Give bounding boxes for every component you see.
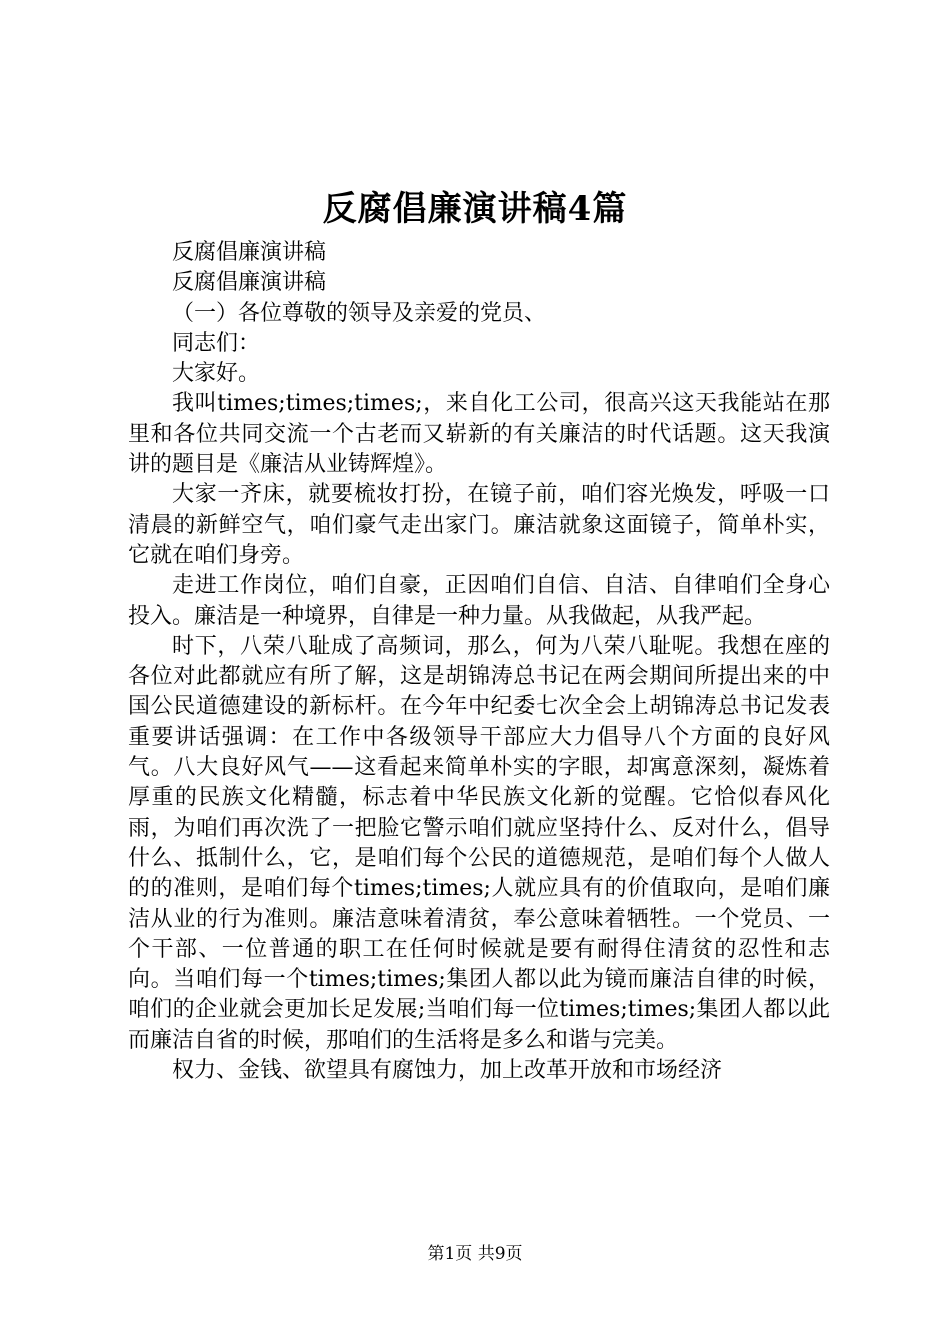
document-body	[128, 238, 830, 1086]
paragraph: 权力、金钱、欲望具有腐蚀力，加上改革开放和市场经济	[172, 1058, 723, 1084]
paragraph: 大家好。	[172, 361, 261, 387]
paragraph: 我叫times;times;times;，来自化工公司，很高兴这天我能站在那里和各位共同交流一个古老而又崭新的有关廉洁的时代话题。这天我演讲的题目是《廉洁从业铸辉煌》。	[128, 391, 830, 478]
paragraph: 走进工作岗位，咱们自豪，正因咱们自信、自洁、自律咱们全身心投入。廉洁是一种境界，自律是一种力量。从我做起，从我严起。	[128, 573, 830, 629]
paragraph: （一）各位尊敬的领导及亲爱的党员、	[172, 300, 547, 326]
paragraph: 反腐倡廉演讲稿	[172, 270, 327, 296]
paragraph: 反腐倡廉演讲稿	[172, 240, 327, 265]
paragraph: 大家一齐床，就要梳妆打扮，在镜子前，咱们容光焕发，呼吸一口清晨的新鲜空气，咱们豪气走出家门。廉洁就象这面镜子，简单朴实，它就在咱们身旁。	[128, 482, 830, 568]
document-title: 反腐倡廉演讲稿4篇	[322, 189, 628, 229]
page-footer: 第1页 共9页	[427, 1244, 523, 1264]
paragraph: 同志们：	[172, 330, 261, 356]
paragraph: 时下，八荣八耻成了高频词，那么，何为八荣八耻呢。我想在座的各位对此都就应有所了解，这是胡锦涛总书记在两会期间所提出来的中国公民道德建设的新标杆。在今年中纪委七次全会上胡锦涛总书记发表重要讲话强调：在工作中各级领导干部应大力倡导八个方面的良好风气。八大良好风气——这看起来简单朴实的字眼，却寓意深刻，凝炼着厚重的民族文化精髓，标志着中华民族文化新的觉醒。它恰似春风化雨，为咱们再次洗了一把脸它警示咱们就应坚持什么、反对什么，倡导什么、抵制什么，它，是咱们每个公民的道德规范，是咱们每个人做人的的准则，是咱们每个times;times;人就应具有的价值取向，是咱们廉洁从业的行为准则。廉洁意味着清贫，奉公意味着牺牲。一个党员、一个干部、一位普通的职工在任何时候就是要有耐得住清贫的忍性和志向。当咱们每一个times;times;集团人都以此为镜而廉洁自律的时候，咱们的企业就会更加长足发展;当咱们每一位times;times;集团人都以此而廉洁自省的时候，那咱们的生活将是多么和谐与完美。	[128, 633, 830, 1053]
